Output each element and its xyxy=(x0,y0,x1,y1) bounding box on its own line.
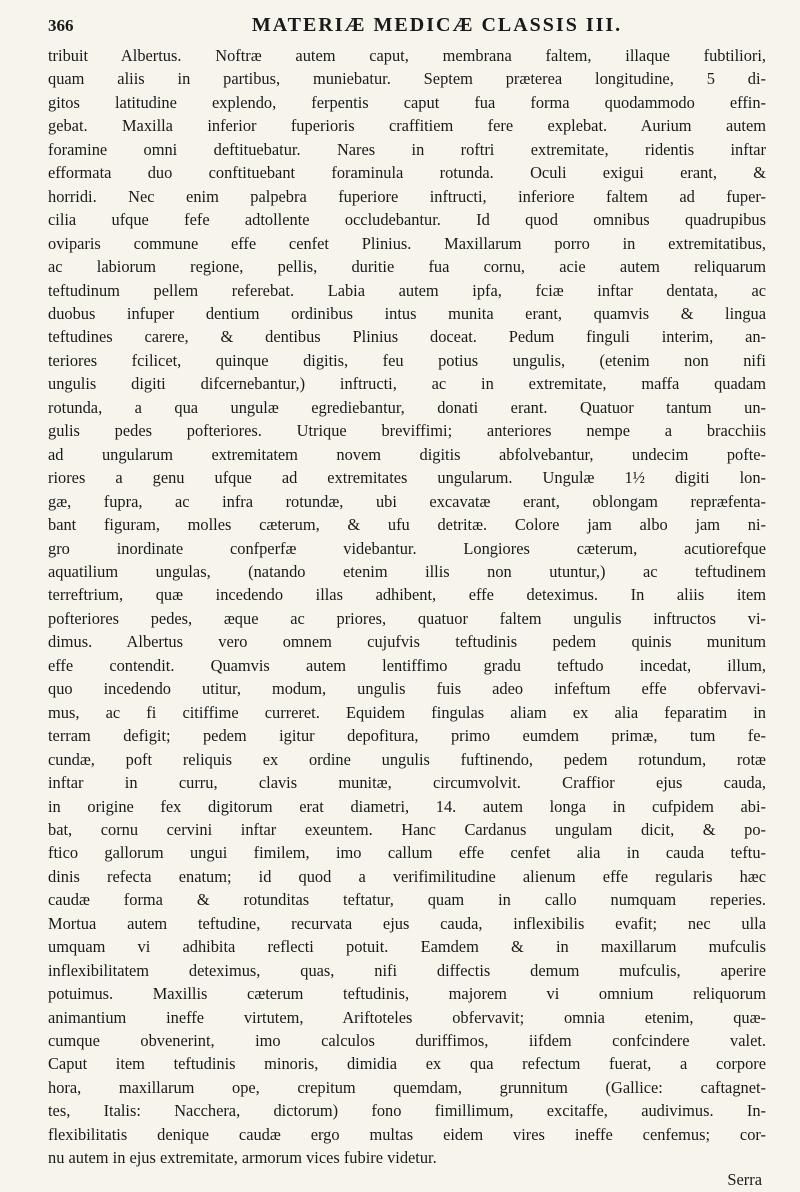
catchword-row xyxy=(48,1170,766,1192)
text-line: terram defigit; pedem igitur depofitura, primo eumdem primæ, tum fe- xyxy=(48,726,766,746)
text-line: caudæ forma & rotunditas teftatur, quam in callo numquam reperies. xyxy=(48,890,766,910)
page-header xyxy=(48,14,766,42)
text-line: bant figuram, molles cæterum, & ufu detritæ. Colore jam albo jam ni- xyxy=(48,515,766,535)
text-line: bat, cornu cervini inftar exeuntem. Hanc Cardanus ungulam dicit, & po- xyxy=(48,819,766,839)
text-line: pofteriores pedes, æque ac priores, quatuor faltem ungulis inftructos vi- xyxy=(48,608,766,628)
text-line: ac labiorum regione, pellis, duritie fua cornu, acie autem reliquarum xyxy=(48,257,766,277)
text-line: cilia ufque fefe adtollente occludebantur. Id quod omnibus quadrupibus xyxy=(48,210,766,230)
text-line: mus, ac fi citiffime curreret. Equidem fingulas aliam ex alia feparatim in xyxy=(48,702,766,722)
text-line: umquam vi adhibita reflecti potuit. Eamdem & in maxillarum mufculis xyxy=(48,937,766,957)
text-line: teftudines carere, & dentibus Plinius doceat. Pedum finguli interim, an- xyxy=(48,327,766,347)
page-number: 366 xyxy=(48,16,74,35)
text-line: aquatilium ungulas, (natando etenim illis non utuntur,) ac teftudinem xyxy=(48,561,766,581)
text-line: animantium ineffe virtutem, Ariftoteles obfervavit; omnia etenim, quæ- xyxy=(48,1007,766,1027)
text-line: foramine omni deftituebatur. Nares in roftri extremitate, ridentis inftar xyxy=(48,139,766,159)
text-line: gebat. Maxilla inferior fuperioris craffitiem fere explebat. Aurium autem xyxy=(48,116,766,136)
running-head: MATERIÆ MEDICÆ CLASSIS III. xyxy=(251,14,623,36)
text-line: nu autem in ejus extremitate, armorum vices fubire videtur. xyxy=(48,1148,437,1168)
catchword: Serra xyxy=(727,1169,762,1189)
text-line: tribuit Albertus. Noftræ autem caput, membrana faltem, illaque fubtiliori, xyxy=(48,46,766,65)
text-line: flexibilitatis denique caudæ ergo multas eidem vires ineffe cenfemus; cor- xyxy=(48,1124,766,1144)
text-line: Mortua autem teftudine, recurvata ejus cauda, inflexibilis evafit; nec ulla xyxy=(48,913,766,933)
text-line: gæ, fupra, ac infra rotundæ, ubi excavatæ erant, oblongam repræfenta- xyxy=(48,491,766,511)
text-line: inflexibilitatem deteximus, quas, nifi diffectis demum mufculis, aperire xyxy=(48,960,766,980)
book-page xyxy=(48,14,766,1192)
text-line: rotunda, a qua ungulæ egrediebantur, donati erant. Quatuor tantum un- xyxy=(48,397,766,417)
text-line: ungulis digiti difcernebantur,) inftructi, ac in extremitate, maffa quadam xyxy=(48,374,766,394)
text-line: gitos latitudine explendo, ferpentis caput fua forma quodammodo effin- xyxy=(48,92,766,112)
text-line: gulis pedes pofteriores. Utrique breviffimi; anteriores nempe a bracchiis xyxy=(48,421,766,441)
text-line: quo incedendo utitur, modum, ungulis fuis adeo infeftum effe obfervavi- xyxy=(48,679,766,699)
text-line: potuimus. Maxillis cæterum teftudinis, majorem vi omnium reliquorum xyxy=(48,984,766,1004)
text-line: dimus. Albertus vero omnem cujufvis teftudinis pedem quinis munitum xyxy=(48,632,766,652)
text-line: oviparis commune effe cenfet Plinius. Maxillarum porro in extremitatibus, xyxy=(48,233,766,253)
text-line: gro inordinate confperfæ videbantur. Longiores cæterum, acutiorefque xyxy=(48,538,766,558)
text-line: quam aliis in partibus, muniebatur. Septem præterea longitudine, 5 di- xyxy=(48,69,766,89)
text-line: horridi. Nec enim palpebra fuperiore inftructi, inferiore faltem ad fuper- xyxy=(48,186,766,206)
text-line: teftudinum pellem referebat. Labia autem ipfa, fciæ inftar dentata, ac xyxy=(48,280,766,300)
text-line: riores a genu ufque ad extremitates ungularum. Ungulæ 1½ digiti lon- xyxy=(48,468,766,488)
text-line: hora, maxillarum ope, crepitum quemdam, grunnitum (Gallice: caftagnet- xyxy=(48,1077,766,1097)
text-line: duobus infuper dentium ordinibus intus munita erant, quamvis & lingua xyxy=(48,303,766,323)
text-line: ad ungularum extremitatem novem digitis abfolvebantur, undecim pofte- xyxy=(48,444,766,464)
text-line: teriores fcilicet, quinque digitis, feu potius ungulis, (etenim non nifi xyxy=(48,350,766,370)
text-line: tes, Italis: Nacchera, dictorum) fono fimillimum, excitaffe, audivimus. In- xyxy=(48,1101,766,1121)
text-line: ftico gallorum ungui fimilem, imo callum effe cenfet alia in cauda teftu- xyxy=(48,843,766,863)
text-line: Caput item teftudinis minoris, dimidia ex qua refectum fuerat, a corpore xyxy=(48,1054,766,1074)
text-line: efformata duo conftituebant foraminula rotunda. Oculi exigui erant, & xyxy=(48,163,766,183)
text-line: terreftrium, quæ incedendo illas adhibent, effe deteximus. In aliis item xyxy=(48,585,766,605)
text-line: cumque obvenerint, imo calculos duriffimos, iifdem confcindere valet. xyxy=(48,1031,766,1051)
text-line: inftar in curru, clavis munitæ, circumvolvit. Craffior ejus cauda, xyxy=(48,773,766,793)
text-line: effe contendit. Quamvis autem lentiffimo gradu teftudo incedat, illum, xyxy=(48,655,766,675)
text-line: cundæ, poft reliquis ex ordine ungulis fuftinendo, pedem rotundum, rotæ xyxy=(48,749,766,769)
body-text xyxy=(48,44,766,1170)
text-line: dinis refecta enatum; id quod a verifimilitudine alienum effe regularis hæc xyxy=(48,866,766,886)
text-line: in origine fex digitorum erat diametri, 14. autem longa in cufpidem abi- xyxy=(48,796,766,816)
